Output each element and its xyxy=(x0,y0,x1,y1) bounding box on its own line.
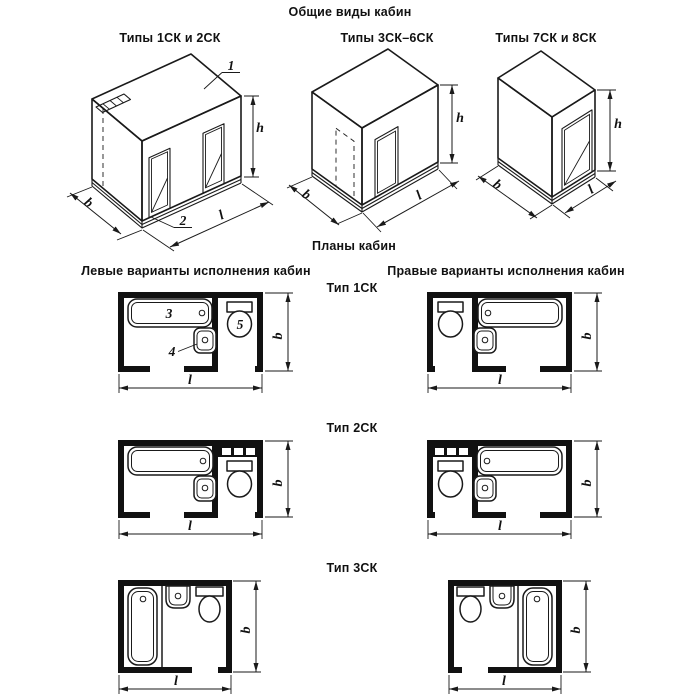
washbasin xyxy=(166,586,190,608)
door-left xyxy=(149,148,170,218)
svg-text:l: l xyxy=(188,373,192,388)
dim-h: h xyxy=(614,117,622,132)
bathtub xyxy=(128,588,157,665)
toilet xyxy=(227,461,252,497)
callout-base: 2 xyxy=(179,213,187,228)
plan-3sk-left xyxy=(118,580,232,673)
dim-b: b xyxy=(298,187,314,204)
type-1sk-label: Тип 1СК xyxy=(326,281,378,295)
plans-title: Планы кабин xyxy=(312,239,396,253)
dim-l: l xyxy=(413,188,425,204)
dim-b: b xyxy=(489,177,505,194)
svg-text:b: b xyxy=(580,479,595,487)
dim-b: b xyxy=(80,195,96,212)
callout-bath: 3 xyxy=(165,306,173,321)
svg-text:l: l xyxy=(174,674,178,689)
view3-label: Типы 7СК и 8СК xyxy=(495,31,597,45)
iso-view-types-1sk-2sk xyxy=(67,54,273,251)
callout-washbasin: 4 xyxy=(168,344,176,359)
dim-l: l xyxy=(585,182,597,198)
vent-grille xyxy=(96,94,131,113)
washbasin xyxy=(194,328,216,353)
svg-text:b: b xyxy=(580,332,595,340)
plan-3sk-right xyxy=(448,580,562,673)
svg-text:b: b xyxy=(271,479,286,487)
iso-view-types-3sk-6sk xyxy=(287,49,464,232)
svg-text:l: l xyxy=(188,519,192,534)
type-2sk-label: Тип 2СК xyxy=(326,421,378,435)
svg-text:b: b xyxy=(239,626,254,634)
svg-text:l: l xyxy=(498,373,502,388)
dim-h: h xyxy=(456,111,464,126)
bathtub xyxy=(128,447,213,475)
door-front xyxy=(375,127,398,198)
shelf-vent-block xyxy=(218,446,257,457)
page-title: Общие виды кабин xyxy=(288,5,412,19)
svg-text:b: b xyxy=(271,332,286,340)
plan-2sk-left xyxy=(118,440,263,518)
door-right xyxy=(203,124,224,194)
left-column-header: Левые варианты исполнения кабин xyxy=(81,264,311,278)
plan-2sk-right xyxy=(427,440,572,518)
dim-h: h xyxy=(256,121,264,136)
svg-text:b: b xyxy=(569,626,584,634)
svg-text:l: l xyxy=(498,519,502,534)
plan-1sk-right xyxy=(427,292,572,372)
washbasin xyxy=(194,476,216,501)
callout-cabin: 1 xyxy=(227,58,235,73)
plan-1sk-left xyxy=(118,292,263,372)
svg-text:l: l xyxy=(502,674,506,689)
iso-view-types-7sk-8sk xyxy=(476,51,622,219)
toilet xyxy=(196,587,223,622)
right-column-header: Правые варианты исполнения кабин xyxy=(387,264,625,278)
type-3sk-label: Тип 3СК xyxy=(326,561,378,575)
view1-label: Типы 1СК и 2СК xyxy=(119,31,221,45)
callout-toilet: 5 xyxy=(236,317,244,332)
view2-label: Типы 3СК–6СК xyxy=(340,31,434,45)
dim-l: l xyxy=(216,208,227,224)
